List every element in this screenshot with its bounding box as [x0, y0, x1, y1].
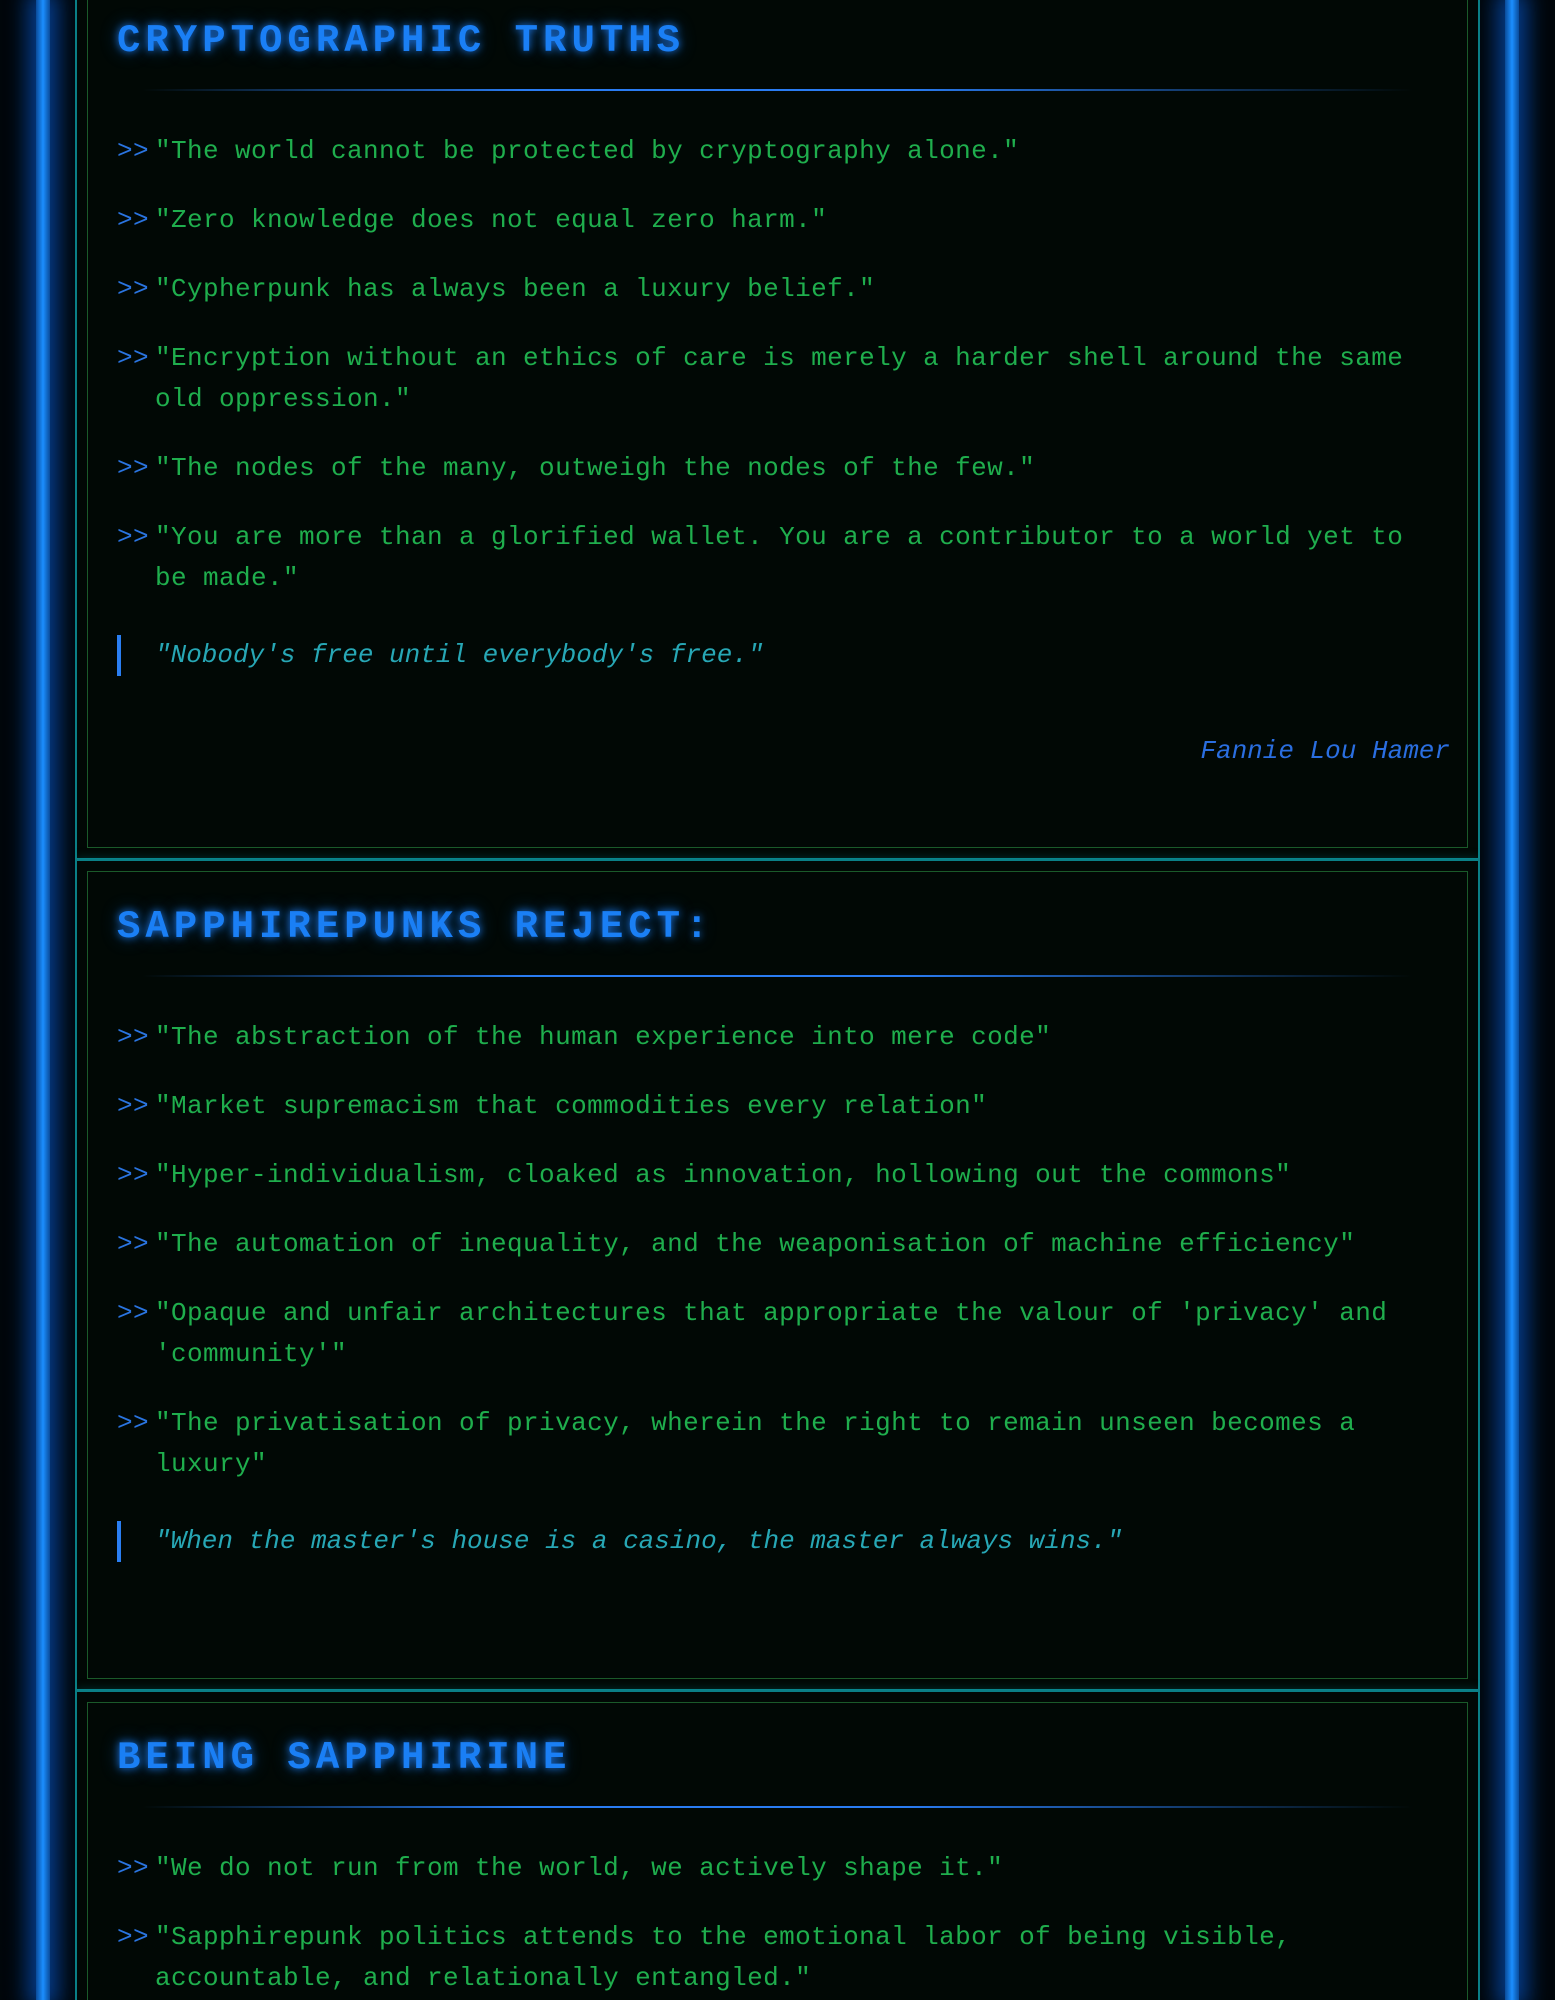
list-item — [117, 1224, 1438, 1265]
list-item-text: "Hyper-individualism, cloaked as innovation, hollowing out the commons" — [155, 1160, 1292, 1190]
list-item-text: "The nodes of the many, outweigh the nodes of the few." — [155, 453, 1036, 483]
section-content — [117, 905, 1438, 1562]
section-content — [117, 1736, 1438, 2000]
section-cryptographic-truths — [75, 0, 1480, 860]
list-item-text: "The automation of inequality, and the weaponisation of machine efficiency" — [155, 1229, 1356, 1259]
list-marker: >> — [117, 274, 150, 304]
list-marker: >> — [117, 1022, 150, 1052]
list-item — [117, 1155, 1438, 1196]
list-item-text: "The world cannot be protected by cryptography alone." — [155, 136, 1020, 166]
list-item — [117, 448, 1438, 489]
left-glow-rail — [36, 0, 50, 2000]
section-heading: CRYPTOGRAPHIC TRUTHS — [117, 19, 686, 63]
list-item-text: "Market supremacism that commodities every relation" — [155, 1091, 988, 1121]
reject-list — [117, 1017, 1438, 1485]
list-item-text: "The abstraction of the human experience into mere code" — [155, 1022, 1052, 1052]
list-item — [117, 1293, 1438, 1375]
list-marker: >> — [117, 453, 150, 483]
list-marker: >> — [117, 1922, 150, 1952]
list-item-text: "Zero knowledge does not equal zero harm." — [155, 205, 828, 235]
list-marker: >> — [117, 1091, 150, 1121]
list-item-text: "You are more than a glorified wallet. You are a contributor to a world yet to be made." — [155, 522, 1404, 593]
list-item — [117, 1848, 1438, 1889]
truths-list — [117, 131, 1438, 599]
section-heading: SAPPHIREPUNKS REJECT: — [117, 905, 714, 949]
section-divider — [142, 1806, 1413, 1808]
list-item-text: "Sapphirepunk politics attends to the emotional labor of being visible, accountable, and relationally entangled." — [155, 1922, 1292, 1993]
section-being-sapphirine — [75, 1690, 1480, 2000]
list-item — [117, 517, 1438, 599]
list-item — [117, 1403, 1438, 1485]
list-item — [117, 1086, 1438, 1127]
section-divider — [142, 975, 1413, 977]
list-item — [117, 269, 1438, 310]
list-item-text: "Opaque and unfair architectures that appropriate the valour of 'privacy' and 'community'" — [155, 1298, 1388, 1369]
list-marker: >> — [117, 1229, 150, 1259]
sapphirine-list — [117, 1848, 1438, 1999]
manifesto-column — [75, 0, 1480, 2000]
section-divider — [142, 89, 1413, 91]
pull-quote: "Nobody's free until everybody's free." — [117, 635, 1438, 676]
list-marker: >> — [117, 1853, 150, 1883]
list-item-text: "We do not run from the world, we actively shape it." — [155, 1853, 1004, 1883]
list-item — [117, 1917, 1438, 1999]
section-heading: BEING SAPPHIRINE — [117, 1736, 572, 1780]
list-item — [117, 200, 1438, 241]
list-item-text: "The privatisation of privacy, wherein the right to remain unseen becomes a luxury" — [155, 1408, 1356, 1479]
list-marker: >> — [117, 522, 150, 552]
list-marker: >> — [117, 1408, 150, 1438]
list-item-text: "Cypherpunk has always been a luxury belief." — [155, 274, 876, 304]
quote-attribution: Fannie Lou Hamer — [1200, 736, 1450, 766]
list-marker: >> — [117, 205, 150, 235]
list-marker: >> — [117, 343, 150, 373]
pull-quote: "When the master's house is a casino, the master always wins." — [117, 1521, 1438, 1562]
section-content — [117, 19, 1450, 772]
list-item-text: "Encryption without an ethics of care is merely a harder shell around the same old oppression." — [155, 343, 1404, 414]
section-sapphirepunks-reject — [75, 859, 1480, 1691]
list-item — [117, 1017, 1438, 1058]
list-marker: >> — [117, 136, 150, 166]
list-item — [117, 131, 1438, 172]
list-marker: >> — [117, 1160, 150, 1190]
right-glow-rail — [1505, 0, 1519, 2000]
list-item — [117, 338, 1438, 420]
list-marker: >> — [117, 1298, 150, 1328]
